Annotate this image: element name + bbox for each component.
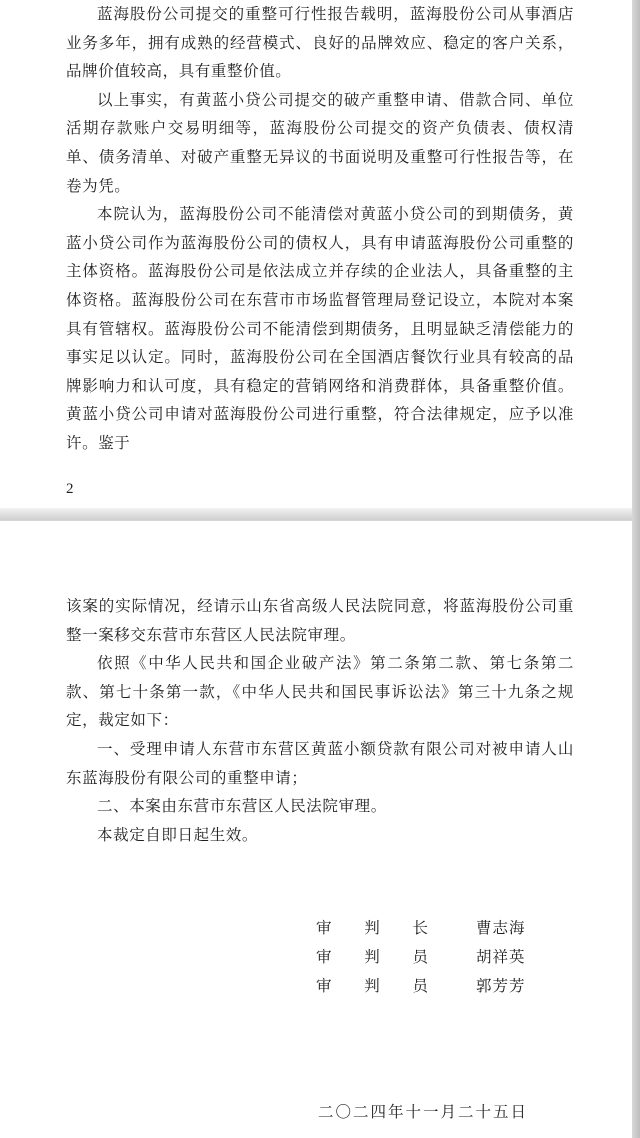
paragraph-continuation: 该案的实际情况，经请示山东省高级人民法院同意，将蓝海股份公司重整一案移交东营市东营区人民法院审理。 bbox=[66, 597, 574, 644]
paragraph-feasibility-report: 蓝海股份公司提交的重整可行性报告载明，蓝海股份公司从事酒店业务多年，拥有成熟的经营模式、良好的品牌效应、稳定的客户关系，品牌价值较高，具有重整价值。 bbox=[66, 5, 574, 81]
signature-block bbox=[316, 912, 566, 999]
ruling-effective-clause: 本裁定自即日起生效。 bbox=[97, 825, 259, 844]
page-edge-shadow bbox=[632, 0, 640, 1138]
ruling-date: 二〇二四年十一月二十五日 bbox=[318, 1103, 529, 1121]
signature-title: 审 判 长 bbox=[316, 918, 428, 937]
page-number: 2 bbox=[66, 481, 74, 497]
page-1-body bbox=[66, 0, 574, 458]
ruling-item-2: 二、本案由东营市东营区人民法院审理。 bbox=[97, 797, 387, 816]
signature-row bbox=[316, 912, 566, 941]
page-gap bbox=[0, 508, 632, 520]
paragraph-evidence: 以上事实，有黄蓝小贷公司提交的破产重整申请、借款合同、单位活期存款账户交易明细等，蓝海股份公司提交的资产负债表、债权清单、债务清单、对破产重整无异议的书面说明及重整可行性报告等，在卷为凭。 bbox=[66, 90, 574, 195]
signature-title: 审 判 员 bbox=[316, 947, 428, 966]
paragraph-legal-basis: 依照《中华人民共和国企业破产法》第二条第二款、第七条第二款、第七十条第一款，《中华人民共和国民事诉讼法》第三十九条之规定，裁定如下： bbox=[66, 654, 574, 730]
signature-name: 胡祥英 bbox=[476, 947, 526, 966]
signature-name: 曹志海 bbox=[476, 918, 526, 937]
signature-name: 郭芳芳 bbox=[476, 976, 526, 995]
page-2-body bbox=[66, 592, 574, 849]
paragraph-court-opinion: 本院认为，蓝海股份公司不能清偿对黄蓝小贷公司的到期债务，黄蓝小贷公司作为蓝海股份公司的债权人，具有申请蓝海股份公司重整的主体资格。蓝海股份公司是依法成立并存续的企业法人，具备重整的主体资格。蓝海股份公司在东营市市场监督管理局登记设立，本院对本案具有管辖权。蓝海股份公司不能清偿到期债务，且明显缺乏清偿能力的事实足以认定。同时，蓝海股份公司在全国酒店餐饮行业具有较高的品牌影响力和认可度，具有稳定的营销网络和消费群体，具备重整价值。黄蓝小贷公司申请对蓝海股份公司进行重整，符合法律规定，应予以准许。鉴于 bbox=[66, 205, 574, 452]
ruling-item-1: 一、受理申请人东营市东营区黄蓝小额贷款有限公司对被申请人山东蓝海股份有限公司的重整申请； bbox=[66, 739, 574, 787]
signature-title: 审 判 员 bbox=[316, 976, 428, 995]
signature-row bbox=[316, 941, 566, 970]
signature-row bbox=[316, 970, 566, 999]
